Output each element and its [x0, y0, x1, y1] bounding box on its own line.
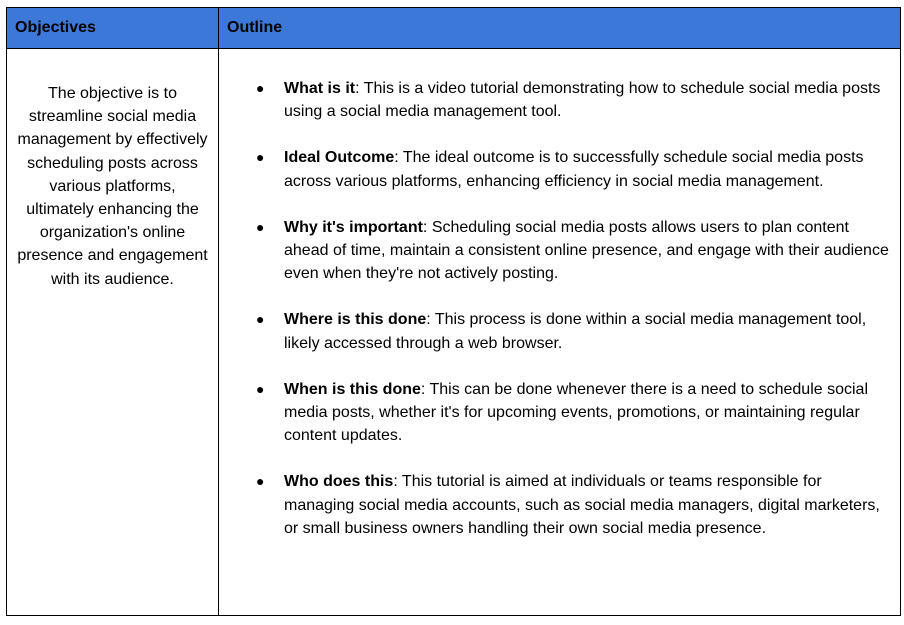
bullet-icon: ● [256, 380, 265, 397]
objectives-outline-table [6, 7, 901, 616]
outline-item-title: When is this done [284, 380, 421, 398]
outline-item-title: Where is this done [284, 311, 427, 329]
outline-item-text: : This process is done within a social media management tool, likely accessed through a web browser. [284, 311, 867, 352]
bullet-icon: ● [256, 80, 265, 96]
outline-item-who [219, 470, 894, 540]
outline-item-title: Ideal Outcome [284, 149, 395, 167]
bullet-icon: ● [256, 149, 265, 166]
outline-item-text: : This is a video tutorial demonstrating how to schedule social media posts using a social media management tool. [284, 80, 881, 121]
bullet-icon: ● [256, 218, 265, 235]
outline-cell [219, 49, 901, 616]
outline-item-what [219, 77, 894, 123]
bullet-icon: ● [256, 311, 265, 328]
outline-item-title: What is it [284, 80, 356, 97]
outline-item-text: : The ideal outcome is to successfully schedule social media posts across various platforms, enhancing efficiency in social media management. [284, 149, 864, 190]
outline-header: Outline [219, 8, 901, 49]
objectives-cell: The objective is to streamline social media management by effectively scheduling posts across various platforms, ultimately enhancing the organization's online presence and engagement with its audience. [7, 49, 219, 616]
outline-item-text: : Scheduling social media posts allows users to plan content ahead of time, maintain a consistent online presence, and engage with their audience even when they're not actively posting. [284, 218, 889, 283]
outline-item-title: Who does this [284, 473, 394, 491]
table-header-row [7, 8, 901, 49]
objectives-header: Objectives [7, 8, 219, 49]
outline-item-when [219, 378, 894, 448]
outline-item-where [219, 308, 894, 354]
outline-item-why [219, 216, 894, 286]
outline-item-text: : This tutorial is aimed at individuals or teams responsible for managing social media accounts, such as social media managers, digital marketers, or small business owners handling their own social media presence. [284, 473, 880, 537]
outline-item-ideal-outcome [219, 146, 894, 192]
table-body-row [7, 49, 901, 616]
outline-item-title: Why it's important [284, 218, 423, 236]
outline-list [219, 77, 894, 540]
bullet-icon: ● [256, 473, 265, 490]
outline-item-text: : This can be done whenever there is a need to schedule social media posts, whether it's for upcoming events, promotions, or maintaining regular content updates. [284, 380, 868, 445]
